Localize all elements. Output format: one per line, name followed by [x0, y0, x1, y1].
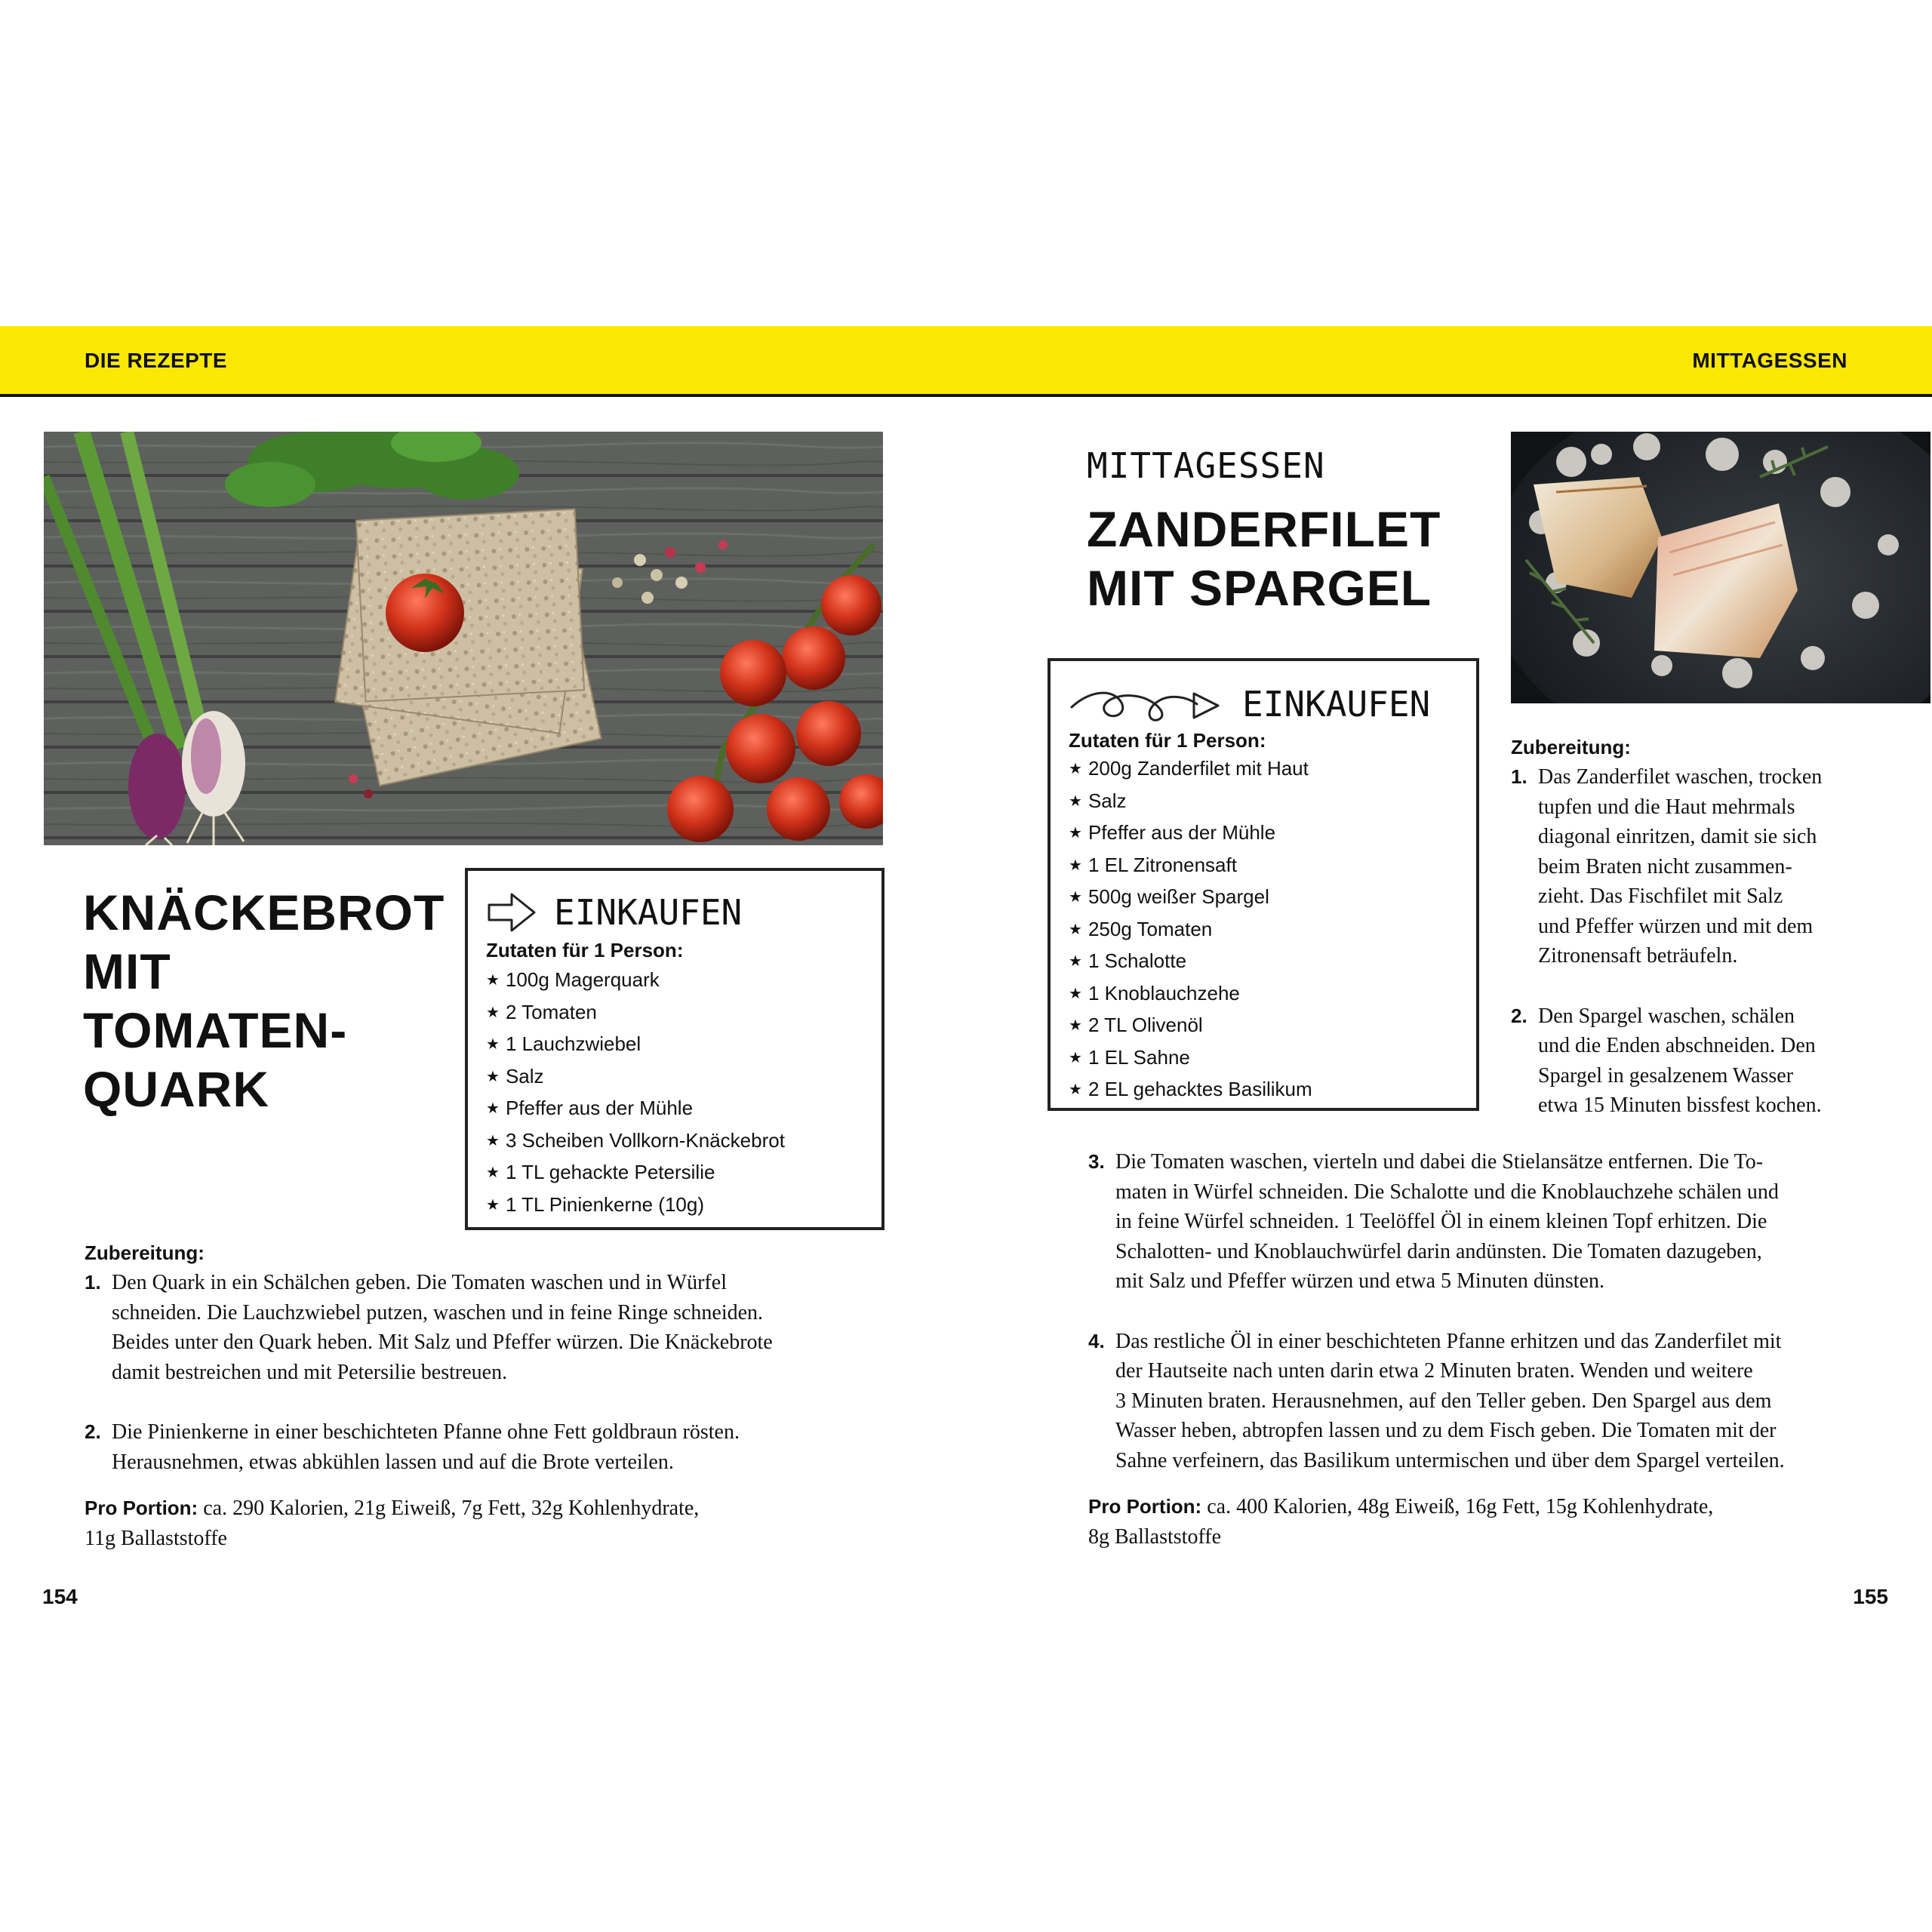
step-line: damit bestreichen und mit Petersilie bestreuen.	[112, 1360, 508, 1384]
preparation-heading: Zubereitung:	[1511, 736, 1631, 758]
title-line: QUARK	[83, 1061, 269, 1117]
step-number: 2.	[85, 1420, 101, 1443]
step-number: 3.	[1088, 1150, 1105, 1173]
shopping-heading: EINKAUFEN	[1242, 684, 1431, 724]
title-line: KNÄCKEBROT	[83, 884, 445, 940]
step-line: schneiden. Die Lauchzwiebel putzen, waschen und in feine Ringe schneiden.	[112, 1300, 764, 1324]
step-line: 3 Minuten braten. Herausnehmen, auf den Teller geben. Den Spargel aus dem	[1115, 1389, 1772, 1413]
step-line: Das restliche Öl in einer beschichteten Pfanne erhitzen und das Zanderfilet mit	[1115, 1329, 1782, 1353]
recipe-title-knaeckebrot	[83, 883, 445, 1118]
step-line: Die Tomaten waschen, vierteln und dabei die Stielansätze entfernen. Die To-	[1115, 1150, 1764, 1174]
list-item: ★ Pfeffer aus der Mühle	[486, 1094, 881, 1126]
nutrition-info	[1088, 1492, 1903, 1552]
step-line: tupfen und die Haut mehrmals	[1538, 795, 1795, 819]
step-line: beim Braten nicht zusammen-	[1538, 854, 1792, 878]
step-line: der Hautseite nach unten darin etwa 2 Minuten braten. Wenden und weitere	[1115, 1359, 1753, 1383]
step-line: Spargel in gesalzenem Wasser	[1538, 1063, 1794, 1088]
page-number-right: 155	[1853, 1585, 1888, 1608]
list-item: ★ 1 TL Pinienkerne (10g)	[486, 1190, 881, 1223]
list-item: ★ Pfeffer aus der Mühle	[1069, 818, 1476, 851]
step-1	[85, 1268, 884, 1387]
list-item: ★ 100g Magerquark	[486, 965, 881, 998]
step-3	[1088, 1147, 1903, 1297]
step-line: Zitronensaft beträufeln.	[1538, 944, 1738, 968]
step-number: 1.	[85, 1271, 101, 1294]
list-item: ★ Salz	[1069, 786, 1476, 819]
step-line: diagonal einritzen, damit sie sich	[1538, 825, 1817, 848]
recipe-title-zanderfilet	[1087, 500, 1509, 617]
title-line: MIT	[83, 943, 171, 999]
list-item: ★ 500g weißer Spargel	[1069, 882, 1476, 915]
page-number-left: 154	[42, 1585, 78, 1608]
step-line: Beides unter den Quark heben. Mit Salz und Pfeffer würzen. Die Knäckebrote	[112, 1331, 773, 1354]
section-label-right: MITTAGESSEN	[1692, 349, 1847, 372]
title-line: MIT SPARGEL	[1087, 560, 1432, 616]
preparation-right-column	[1511, 732, 1918, 1121]
nutrition-label: Pro Portion:	[1088, 1495, 1202, 1518]
step-number: 1.	[1511, 765, 1527, 788]
list-item: ★ 2 Tomaten	[486, 998, 881, 1030]
step-line: Schalotten- und Knoblauchwürfel darin andünsten. Die Tomaten dazugeben,	[1115, 1239, 1762, 1263]
step-1	[1511, 762, 1918, 971]
arrow-icon	[486, 890, 539, 935]
ingredient-list	[1069, 754, 1476, 1107]
step-line: Den Spargel waschen, schälen	[1538, 1004, 1795, 1028]
step-line: maten in Würfel schneiden. Die Schalotte und die Knoblauchzehe schälen und	[1115, 1180, 1779, 1204]
ingredients-subtitle: Zutaten für 1 Person:	[1069, 729, 1266, 752]
step-line: Sahne verfeinern, das Basilikum untermischen und über dem Spargel verteilen.	[1115, 1448, 1785, 1472]
list-item: ★ 1 TL gehackte Petersilie	[486, 1158, 881, 1190]
zanderfilet-photo	[1511, 432, 1930, 703]
swirl-arrow-icon	[1069, 681, 1227, 727]
list-item: ★ 200g Zanderfilet mit Haut	[1069, 754, 1476, 786]
step-line: und die Enden abschneiden. Den	[1538, 1034, 1816, 1057]
shopping-heading: EINKAUFEN	[554, 892, 743, 933]
preparation-left	[85, 1238, 884, 1553]
preparation-right-wide	[1088, 1147, 1903, 1552]
list-item: ★ Salz	[486, 1062, 881, 1094]
nutrition-line: ca. 400 Kalorien, 48g Eiweiß, 16g Fett, 15g Kohlenhydrate,	[1207, 1495, 1714, 1518]
list-item: ★ 1 Schalotte	[1069, 946, 1476, 979]
step-number: 2.	[1511, 1004, 1527, 1027]
step-line: mit Salz und Pfeffer würzen und etwa 5 Minuten dünsten.	[1115, 1269, 1605, 1293]
list-item: ★ 1 Lauchzwiebel	[486, 1029, 881, 1062]
section-label-left: DIE REZEPTE	[85, 349, 228, 372]
step-number: 4.	[1088, 1329, 1105, 1352]
list-item: ★ 3 Scheiben Vollkorn-Knäckebrot	[486, 1126, 881, 1158]
step-2	[1511, 1001, 1918, 1121]
list-item: ★ 2 EL gehacktes Basilikum	[1069, 1075, 1476, 1107]
list-item: ★ 250g Tomaten	[1069, 915, 1476, 947]
step-line: etwa 15 Minuten bissfest kochen.	[1538, 1094, 1822, 1117]
nutrition-line: 11g Ballaststoffe	[85, 1526, 227, 1550]
shopping-box-left	[465, 868, 884, 1230]
step-line: Den Quark in ein Schälchen geben. Die Tomaten waschen und in Würfel	[112, 1271, 727, 1294]
list-item: ★ 1 Knoblauchzehe	[1069, 979, 1476, 1011]
preparation-heading: Zubereitung:	[85, 1241, 205, 1264]
section-header-band	[0, 326, 1932, 397]
title-line: TOMATEN-	[83, 1002, 348, 1058]
knaeckebrot-photo	[44, 432, 883, 845]
recipe-category: MITTAGESSEN	[1087, 445, 1325, 486]
nutrition-label: Pro Portion:	[85, 1497, 198, 1519]
nutrition-info	[85, 1494, 884, 1553]
nutrition-line: 8g Ballaststoffe	[1088, 1524, 1222, 1549]
step-line: Die Pinienkerne in einer beschichteten Pfanne ohne Fett goldbraun rösten.	[112, 1420, 740, 1444]
ingredients-subtitle: Zutaten für 1 Person:	[486, 939, 684, 961]
ingredient-list	[486, 965, 881, 1222]
shopping-box-right	[1048, 658, 1479, 1111]
step-line: und Pfeffer würzen und mit dem	[1538, 914, 1814, 938]
nutrition-line: ca. 290 Kalorien, 21g Eiweiß, 7g Fett, 32g Kohlenhydrate,	[203, 1497, 700, 1520]
step-2	[85, 1417, 884, 1477]
list-item: ★ 1 EL Zitronensaft	[1069, 851, 1476, 883]
step-4	[1088, 1327, 1903, 1476]
step-line: Herausnehmen, etwas abkühlen lassen und auf die Brote verteilen.	[112, 1450, 674, 1474]
step-line: Das Zanderfilet waschen, trocken	[1538, 765, 1823, 789]
step-line: zieht. Das Fischfilet mit Salz	[1538, 884, 1783, 908]
list-item: ★ 1 EL Sahne	[1069, 1043, 1476, 1075]
step-line: in feine Würfel schneiden. 1 Teelöffel Öl in einem kleinen Topf erhitzen. Die	[1115, 1210, 1767, 1233]
step-line: Wasser heben, abtropfen lassen und zu dem Fisch geben. Die Tomaten mit der	[1115, 1419, 1777, 1442]
list-item: ★ 2 TL Olivenöl	[1069, 1011, 1476, 1043]
title-line: ZANDERFILET	[1087, 501, 1441, 557]
